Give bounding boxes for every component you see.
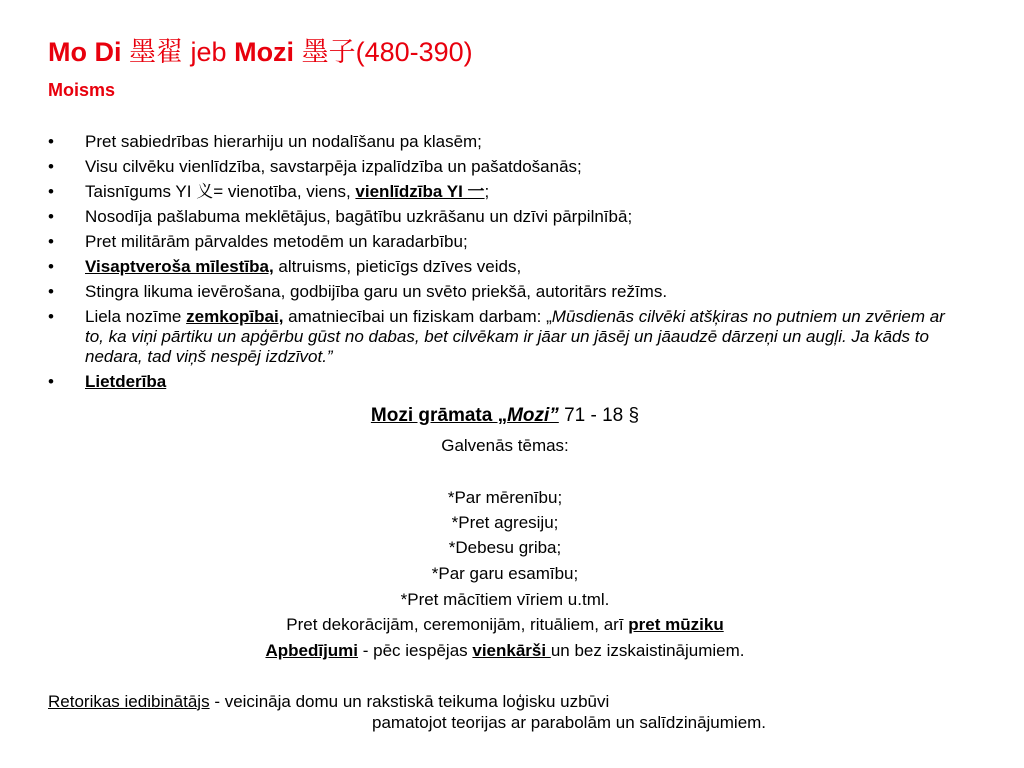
decor-text: Pret dekorācijām, ceremonijām, rituāliem, arī [286,615,629,634]
list-item [48,257,968,277]
list-item [48,282,968,302]
burial-text: - pēc iespējas [358,641,473,660]
rhetoric-term: Retorikas iedibinātājs [48,692,210,711]
bullet-marker: • [48,307,54,326]
quote-text: Mūsdienās cilvēki atšķiras no putniem un zvēriem ar to, ka viņi pārtiku un apģērbu gūst no dabas, bet cilvēkam ir jāar un jāsēj un jāaudzē dārzeņi un augļi. Ja kāds to nedara, tad viņš nespēj izdzīvot.” [85,307,945,366]
list-item-text: Visu cilvēku vienlīdzība, savstarpēja izpalīdzība un pašatdošanās; [85,157,582,176]
emphasis-term: pret mūziku [628,615,724,634]
list-item-text: Liela nozīme [85,307,187,326]
list-item-text: = vienotība, viens, [213,182,356,201]
bullet-marker: • [48,282,54,301]
list-item-text: Stingra likuma ievērošana, godbijība garu un svēto priekšā, autoritārs režīms. [85,282,668,301]
emphasis-term: vienlīdzība YI [355,182,468,201]
list-item-text: Pret militārām pārvaldes metodēm un karadarbību; [85,232,468,251]
rhetoric-line-2: pamatojot teorijas ar parabolām un salīdzinājumiem. [372,713,767,732]
theme-item: *Par mērenību; [447,488,563,507]
list-item [48,307,968,367]
themes-heading: Galvenās tēmas: [441,436,569,455]
emphasis-term: Visaptveroša mīlestība, [85,257,274,276]
title-cjk-mozi: 墨子 [301,37,356,68]
list-item-text: ; [484,182,490,201]
title-name-modi: Mo Di [48,37,122,67]
cjk-yi-one: 一 [467,182,485,201]
theme-item: *Par garu esamību; [431,564,579,583]
title-cjk-modi: 墨翟 [129,37,184,68]
book-title-italic: Mozi” [507,405,559,426]
book-title-prefix: Mozi grāmata „ [370,405,508,426]
book-heading [0,405,1010,427]
list-item-text: Pret sabiedrības hierarhiju un nodalīšanu pa klasēm; [85,132,482,151]
theme-item: *Pret mācītiem vīriem u.tml. [400,590,610,609]
list-item [48,207,968,227]
list-item [48,232,968,252]
slide-subtitle: Moisms [48,80,116,100]
bullet-marker: • [48,207,54,226]
book-title [371,405,559,426]
list-item-text: Nosodīja pašlabuma meklētājus, bagātību uzkrāšanu un dzīvi pārpilnībā; [85,207,633,226]
slide-title [48,38,473,68]
theme-item: *Debesu griba; [448,538,562,557]
title-conjunction: jeb [190,37,227,67]
cjk-yi-righteousness: 义 [196,182,214,201]
bullet-marker: • [48,232,54,251]
list-item-text: amatniecībai un fiziskam darbam: „ [283,307,552,326]
bullet-list [48,132,968,397]
bullet-marker: • [48,182,54,201]
list-item [48,132,968,152]
bullet-marker: • [48,132,54,151]
bullet-marker: • [48,257,54,276]
emphasis-term: vienkārši [472,641,551,660]
burial-text: un bez izskaistinājumiem. [550,641,745,660]
list-item [48,372,968,392]
rhetoric-text: - veicināja domu un rakstiskā teikuma loģisku uzbūvi [209,692,610,711]
theme-item: *Pret agresiju; [451,513,559,532]
rhetoric-line [48,692,609,712]
bullet-marker: • [48,372,54,391]
emphasis-term: Apbedījumi [265,641,359,660]
list-item [48,182,968,202]
book-chapter-count: 71 - 18 § [558,405,640,426]
burial-line [0,641,1010,661]
list-item-text: altruisms, pieticīgs dzīves veids, [273,257,522,276]
list-item [48,157,968,177]
decor-line [0,615,1010,635]
emphasis-term: zemkopībai, [186,307,284,326]
title-years: (480-390) [355,37,473,67]
emphasis-term: Lietderība [85,372,167,391]
bullet-marker: • [48,157,54,176]
list-item-text: Taisnīgums YI [85,182,197,201]
title-name-mozi: Mozi [234,37,295,67]
